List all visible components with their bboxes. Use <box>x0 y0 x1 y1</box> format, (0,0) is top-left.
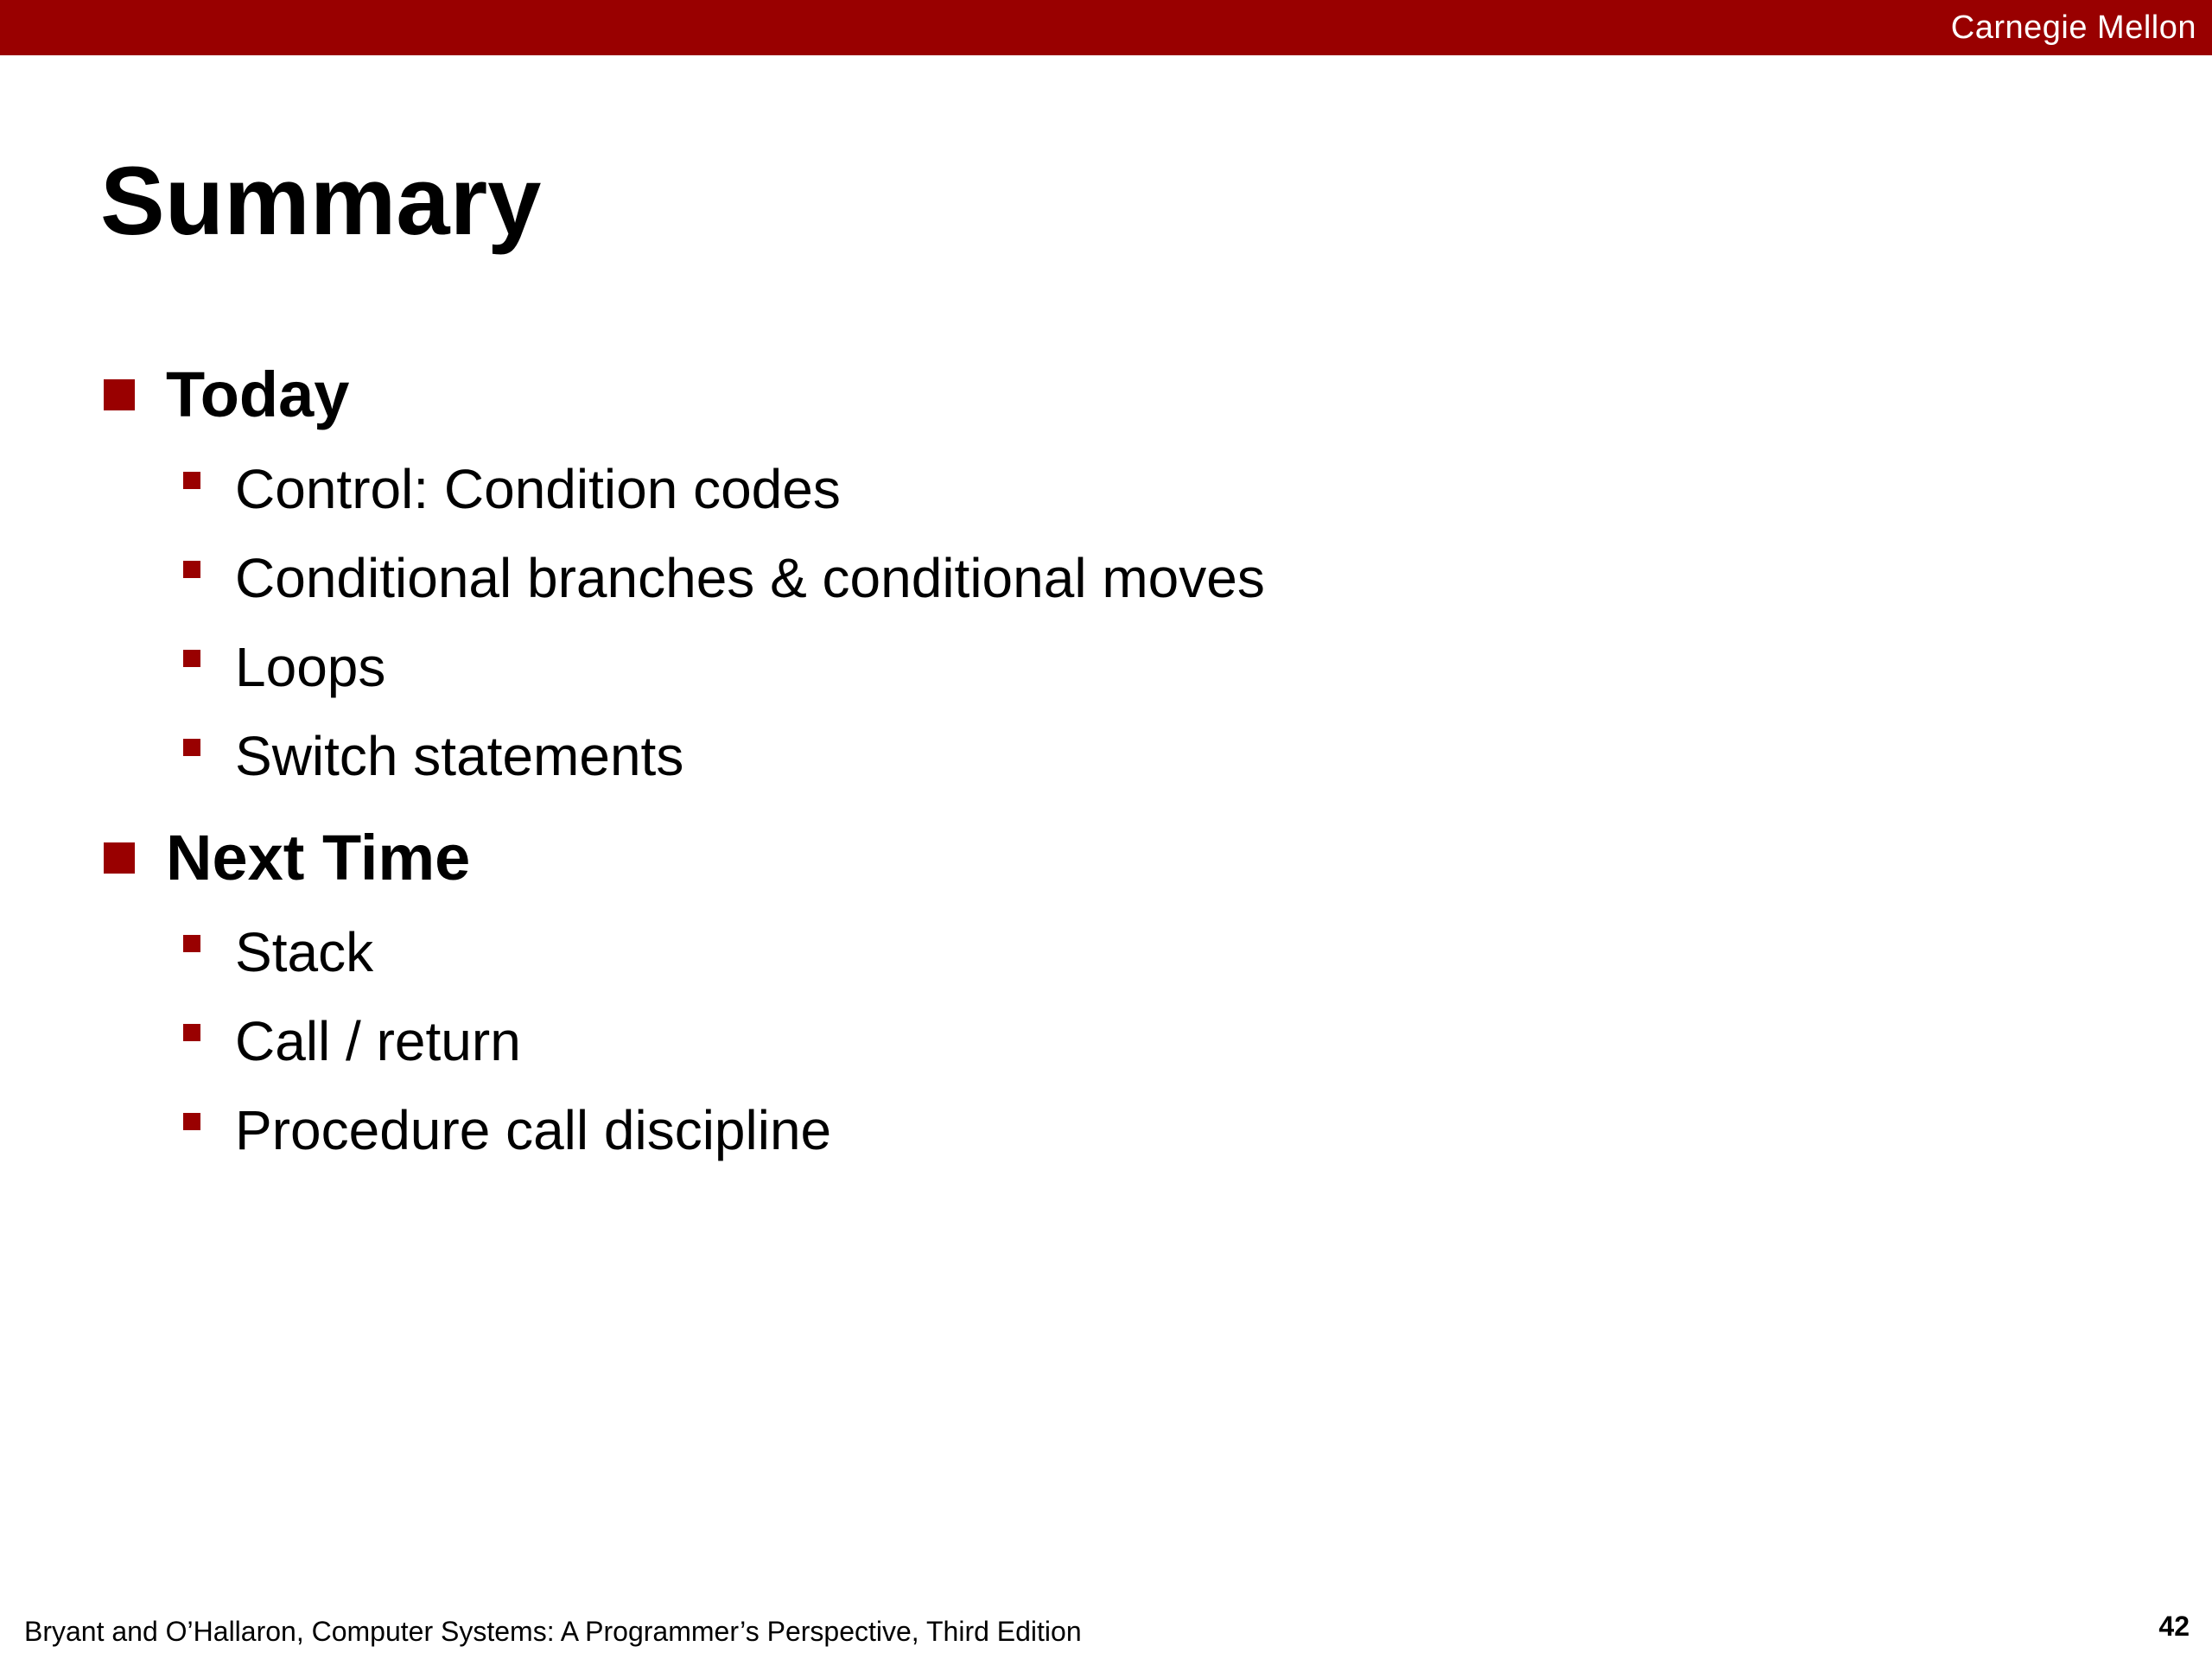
list-item <box>183 543 1265 613</box>
square-bullet-icon <box>183 935 200 952</box>
list-item <box>183 1007 521 1076</box>
list-item-label: Switch statements <box>235 725 684 787</box>
square-bullet-icon <box>183 561 200 578</box>
square-bullet-icon <box>183 739 200 756</box>
list-item <box>183 632 385 702</box>
list-item-label: Call / return <box>235 1010 521 1072</box>
section-heading-today <box>104 356 349 434</box>
list-item <box>183 454 841 524</box>
list-item-label: Conditional branches & conditional moves <box>235 547 1265 609</box>
section-heading-label: Next Time <box>166 822 471 893</box>
square-bullet-icon <box>104 379 135 410</box>
square-bullet-icon <box>104 842 135 874</box>
footer-citation: Bryant and O’Hallaron, Computer Systems: A Programmer’s Perspective, Third Edition <box>24 1616 1082 1647</box>
slide-title: Summary <box>100 147 542 255</box>
square-bullet-icon <box>183 650 200 667</box>
header-bar <box>0 0 2212 55</box>
list-item-label: Procedure call discipline <box>235 1099 832 1161</box>
list-item-label: Loops <box>235 636 386 698</box>
list-item <box>183 721 683 791</box>
section-heading-label: Today <box>166 359 350 430</box>
brand-label: Carnegie Mellon <box>1950 10 2196 46</box>
square-bullet-icon <box>183 1113 200 1130</box>
list-item <box>183 918 373 987</box>
square-bullet-icon <box>183 1024 200 1041</box>
section-heading-next-time <box>104 819 470 897</box>
list-item <box>183 1096 831 1165</box>
list-item-label: Stack <box>235 921 374 983</box>
list-item-label: Control: Condition codes <box>235 458 841 520</box>
page-number: 42 <box>2158 1611 2190 1642</box>
square-bullet-icon <box>183 472 200 489</box>
